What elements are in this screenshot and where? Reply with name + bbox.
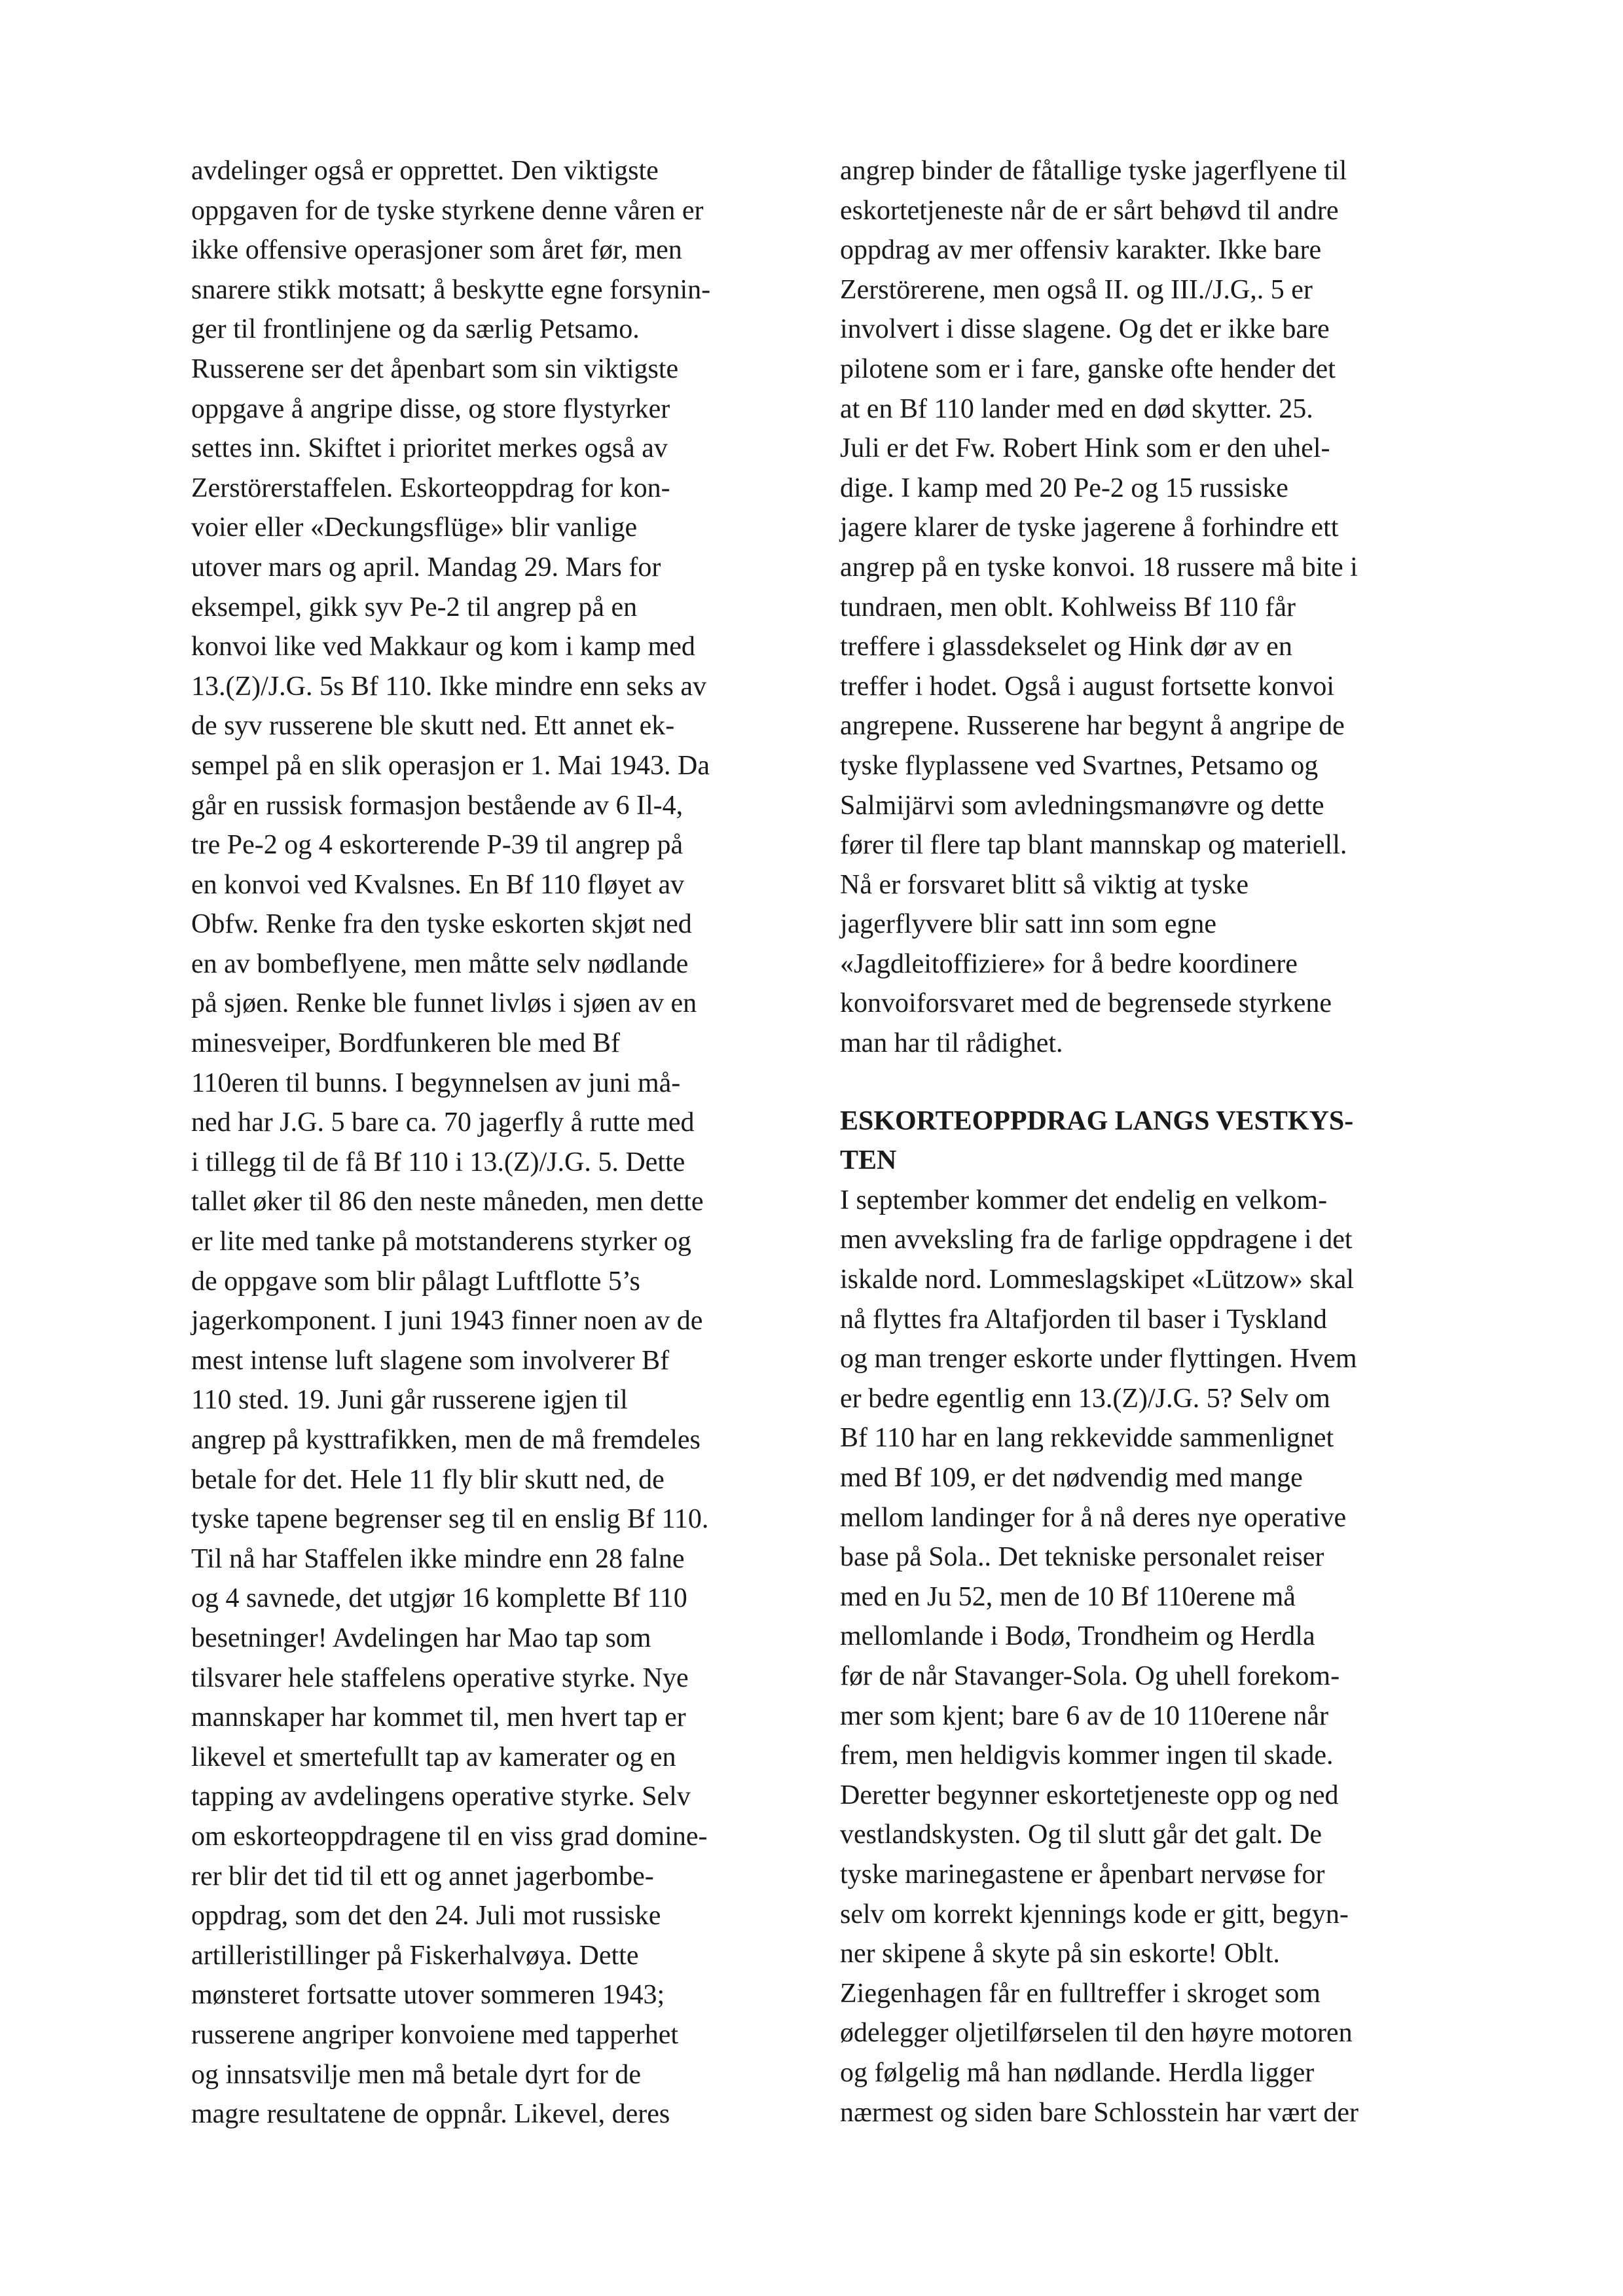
text-line: de oppgave som blir pålagt Luftflotte 5’s xyxy=(191,1266,640,1297)
text-line: på sjøen. Renke ble funnet livløs i sjøen av en xyxy=(191,988,697,1019)
text-line: tundraen, men oblt. Kohlweiss Bf 110 får xyxy=(840,592,1296,622)
heading-line: ESKORTEOPPDRAG LANGS VESTKYS- xyxy=(840,1105,1354,1136)
text-line: 13.(Z)/J.G. 5s Bf 110. Ikke mindre enn seks av xyxy=(191,671,706,702)
text-line: angrep binder de fåtallige tyske jagerflyene til xyxy=(840,156,1347,186)
text-line: «Jagdleitoffiziere» for å bedre koordinere xyxy=(840,948,1298,979)
text-line: treffer i hodet. Også i august fortsette konvoi xyxy=(840,671,1335,702)
text-line: Ziegenhagen får en fulltreffer i skroget som xyxy=(840,1978,1321,2009)
text-line: i tillegg til de få Bf 110 i 13.(Z)/J.G. 5. Dette xyxy=(191,1147,685,1177)
text-line: 110 sted. 19. Juni går russerene igjen til xyxy=(191,1385,628,1416)
text-line: Salmijärvi som avledningsmanøvre og dette xyxy=(840,790,1324,821)
text-line: oppdrag, som det den 24. Juli mot russiske xyxy=(191,1901,661,1931)
text-line: mest intense luft slagene som involverer Bf xyxy=(191,1345,670,1376)
text-line: minesveiper, Bordfunkeren ble med Bf xyxy=(191,1028,620,1059)
text-line: angrepene. Russerene har begynt å angripe de xyxy=(840,711,1345,742)
right-text-column xyxy=(840,151,1468,2132)
text-line: om eskorteoppdragene til en viss grad domine- xyxy=(191,1821,708,1852)
text-line: russerene angriper konvoiene med tapperhet xyxy=(191,2019,679,2050)
text-line: iskalde nord. Lommeslagskipet «Lützow» skal xyxy=(840,1265,1355,1295)
text-line: tyske flyplassene ved Svartnes, Petsamo og xyxy=(840,750,1319,781)
text-line: mellom landinger for å nå deres nye operative xyxy=(840,1502,1347,1533)
text-line: jagere klarer de tyske jagerene å forhindre ett xyxy=(840,512,1339,543)
text-line: eksempel, gikk syv Pe-2 til angrep på en xyxy=(191,592,638,622)
text-line: og 4 savnede, det utgjør 16 komplette Bf 110 xyxy=(191,1583,687,1614)
text-line: eskortetjeneste når de er sårt behøvd til andre xyxy=(840,195,1339,226)
text-line: mellomlande i Bodø, Trondheim og Herdla xyxy=(840,1621,1315,1652)
text-line: avdelinger også er opprettet. Den viktigste xyxy=(191,156,659,186)
text-line: de syv russerene ble skutt ned. Ett annet ek- xyxy=(191,711,675,742)
text-line: sempel på en slik operasjon er 1. Mai 1943. Da xyxy=(191,750,710,781)
text-line: men avveksling fra de farlige oppdragene i det xyxy=(840,1225,1353,1255)
text-line: mannskaper har kommet til, men hvert tap er xyxy=(191,1702,686,1733)
text-line: at en Bf 110 lander med en død skytter. 25. xyxy=(840,393,1313,424)
text-line: selv om korrekt kjennings kode er gitt, begyn- xyxy=(840,1899,1349,1929)
text-line: frem, men heldigvis kommer ingen til skade. xyxy=(840,1740,1334,1771)
text-line: tre Pe-2 og 4 eskorterende P-39 til angrep på xyxy=(191,830,684,861)
text-line: ødelegger oljetilførselen til den høyre motoren xyxy=(840,2018,1353,2049)
text-line: utover mars og april. Mandag 29. Mars for xyxy=(191,552,661,583)
text-line: artilleristillinger på Fiskerhalvøya. Dette xyxy=(191,1940,639,1971)
text-line: involvert i disse slagene. Og det er ikke bare xyxy=(840,314,1330,345)
text-line: Zerstörerstaffelen. Eskorteoppdrag for kon- xyxy=(191,473,670,503)
text-line: oppgave å angripe disse, og store flystyrker xyxy=(191,393,670,424)
text-line: Zerstörerene, men også II. og III./J.G,. 5 er xyxy=(840,274,1313,305)
text-line: Bf 110 har en lang rekkevidde sammenlignet xyxy=(840,1423,1334,1454)
left-text-column xyxy=(191,151,816,2134)
text-line: ger til frontlinjene og da særlig Petsamo. xyxy=(191,314,640,345)
text-line: Nå er forsvaret blitt så viktig at tyske xyxy=(840,869,1249,900)
text-line: rer blir det tid til ett og annet jagerbombe- xyxy=(191,1861,654,1892)
text-line: besetninger! Avdelingen har Mao tap som xyxy=(191,1623,651,1653)
text-line: konvoi like ved Makkaur og kom i kamp med xyxy=(191,632,695,662)
text-line: Russerene ser det åpenbart som sin viktigste xyxy=(191,353,679,384)
text-line: ner skipene å skyte på sin eskorte! Oblt. xyxy=(840,1939,1280,1969)
text-line: angrep på kysttrafikken, men de må fremdeles xyxy=(191,1425,701,1455)
text-line: en konvoi ved Kvalsnes. En Bf 110 fløyet av xyxy=(191,869,685,900)
text-line: nærmest og siden bare Schlosstein har vært der xyxy=(840,2097,1359,2128)
text-line: og man trenger eskorte under flyttingen. Hvem xyxy=(840,1344,1357,1374)
text-line: betale for det. Hele 11 fly blir skutt ned, de xyxy=(191,1464,665,1495)
text-line: mønsteret fortsatte utover sommeren 1943; xyxy=(191,1980,665,2011)
text-line: konvoiforsvaret med de begrensede styrkene xyxy=(840,988,1332,1019)
text-line: før de når Stavanger-Sola. Og uhell forekom- xyxy=(840,1660,1340,1691)
text-line: ned har J.G. 5 bare ca. 70 jagerfly å rutte med xyxy=(191,1107,695,1138)
text-line: fører til flere tap blant mannskap og materiell. xyxy=(840,830,1347,861)
text-line: Deretter begynner eskortetjeneste opp og ned xyxy=(840,1780,1339,1810)
text-line: nå flyttes fra Altafjorden til baser i Tyskland xyxy=(840,1304,1327,1335)
right-column-top-paragraph xyxy=(840,151,1468,1064)
text-line: treffere i glassdekselet og Hink dør av en xyxy=(840,632,1292,662)
text-line: Obfw. Renke fra den tyske eskorten skjøt ned xyxy=(191,909,692,940)
text-line: ikke offensive operasjoner som året før, men xyxy=(191,235,682,266)
text-line: tilsvarer hele staffelens operative styrke. Nye xyxy=(191,1662,689,1693)
text-line: tyske tapene begrenser seg til en enslig Bf 110. xyxy=(191,1504,709,1535)
text-line: og følgelig må han nødlande. Herdla ligger xyxy=(840,2057,1315,2088)
text-line: man har til rådighet. xyxy=(840,1028,1063,1059)
text-line: tapping av avdelingens operative styrke. Selv xyxy=(191,1782,691,1812)
text-line: med Bf 109, er det nødvendig med mange xyxy=(840,1463,1303,1493)
text-line: og innsatsvilje men må betale dyrt for de xyxy=(191,2059,641,2090)
text-line: mer som kjent; bare 6 av de 10 110erene når xyxy=(840,1700,1328,1731)
text-line: går en russisk formasjon bestående av 6 Il-4, xyxy=(191,790,684,821)
text-line: oppdrag av mer offensiv karakter. Ikke bare xyxy=(840,235,1322,266)
text-line: jagerflyvere blir satt inn som egne xyxy=(840,909,1216,940)
text-line: dige. I kamp med 20 Pe-2 og 15 russiske xyxy=(840,473,1288,503)
text-line: likevel et smertefullt tap av kamerater og en xyxy=(191,1742,676,1772)
text-line: Juli er det Fw. Robert Hink som er den uhel- xyxy=(840,433,1330,464)
text-line: Til nå har Staffelen ikke mindre enn 28 falne xyxy=(191,1543,685,1574)
text-line: voier eller «Deckungsflüge» blir vanlige xyxy=(191,512,638,543)
text-line: jagerkomponent. I juni 1943 finner noen av de xyxy=(191,1306,703,1336)
heading-line: TEN xyxy=(840,1145,897,1176)
text-line: er bedre egentlig enn 13.(Z)/J.G. 5? Selv om xyxy=(840,1383,1330,1414)
text-line: I september kommer det endelig en velkom- xyxy=(840,1185,1328,1215)
right-column-bottom-paragraph xyxy=(840,1181,1468,2132)
text-line: med en Ju 52, men de 10 Bf 110erene må xyxy=(840,1581,1296,1612)
text-line: tyske marinegastene er åpenbart nervøse for xyxy=(840,1859,1325,1890)
text-line: oppgaven for de tyske styrkene denne våren er xyxy=(191,195,704,226)
text-line: base på Sola.. Det tekniske personalet reiser xyxy=(840,1542,1324,1573)
text-line: vestlandskysten. Og til slutt går det galt. De xyxy=(840,1820,1322,1850)
section-heading xyxy=(840,1102,1468,1181)
text-line: snarere stikk motsatt; å beskytte egne forsynin- xyxy=(191,274,711,305)
text-line: 110eren til bunns. I begynnelsen av juni må- xyxy=(191,1067,681,1098)
text-line: tallet øker til 86 den neste måneden, men dette xyxy=(191,1187,704,1217)
text-line: settes inn. Skiftet i prioritet merkes også av xyxy=(191,433,668,464)
text-line: magre resultatene de oppnår. Likevel, deres xyxy=(191,2099,670,2130)
text-line: pilotene som er i fare, ganske ofte hender det xyxy=(840,353,1336,384)
text-line: angrep på en tyske konvoi. 18 russere må bite i xyxy=(840,552,1358,583)
text-line: en av bombeflyene, men måtte selv nødlande xyxy=(191,948,689,979)
text-line: er lite med tanke på motstanderens styrker og xyxy=(191,1227,691,1257)
